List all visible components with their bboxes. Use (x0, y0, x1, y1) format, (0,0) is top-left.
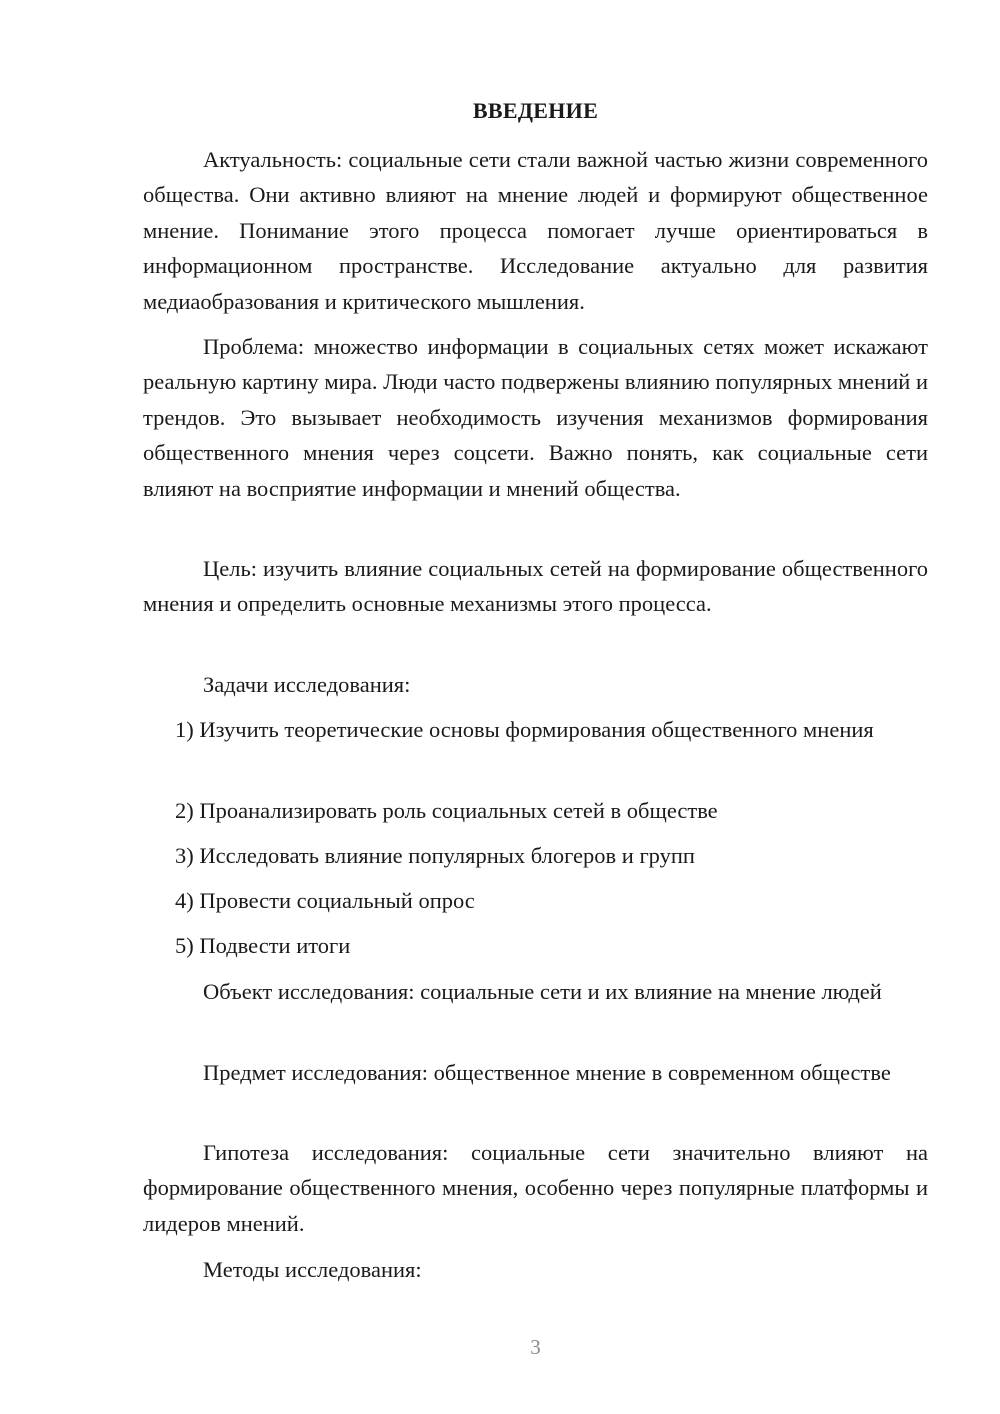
paragraph-object: Объект исследования: социальные сети и их влияние на мнение людей (203, 979, 882, 1004)
document-page (143, 0, 928, 1414)
task-item-2: 2) Проанализировать роль социальных сетей в обществе (175, 798, 718, 823)
tasks-heading: Задачи исследования: (203, 672, 411, 697)
paragraph-subject: Предмет исследования: общественное мнение в современном обществе (203, 1060, 891, 1085)
task-item-5: 5) Подвести итоги (175, 933, 351, 958)
task-item-3: 3) Исследовать влияние популярных блогеров и групп (175, 843, 695, 868)
task-item-1: 1) Изучить теоретические основы формирования общественного мнения (175, 717, 874, 742)
paragraph-goal: Цель: изучить влияние социальных сетей на формирование общественного мнения и определить основные механизмы этого процесса. (143, 556, 928, 617)
paragraph-problem: Проблема: множество информации в социальных сетях может искажают реальную картину мира. Люди часто подвержены влиянию популярных мнений и трендов. Это вызывает необходимость изучения механизмов формирования общественного мнения через соцсети. Важно понять, как социальные сети влияют на восприятие информации и мнений общества. (143, 334, 928, 501)
task-item-4: 4) Провести социальный опрос (175, 888, 475, 913)
page-number: 3 (530, 1335, 541, 1359)
paragraph-hypothesis: Гипотеза исследования: социальные сети значительно влияют на формирование общественного мнения, особенно через популярные платформы и лидеров мнений. (143, 1140, 928, 1236)
methods-heading: Методы исследования: (203, 1257, 422, 1282)
page-title: ВВЕДЕНИЕ (472, 98, 599, 123)
paragraph-relevance: Актуальность: социальные сети стали важной частью жизни современного общества. Они активно влияют на мнение людей и формируют общественное мнение. Понимание этого процесса помогает лучше ориентироваться в информационном пространстве. Исследование актуально для развития медиаобразования и критического мышления. (143, 147, 928, 314)
